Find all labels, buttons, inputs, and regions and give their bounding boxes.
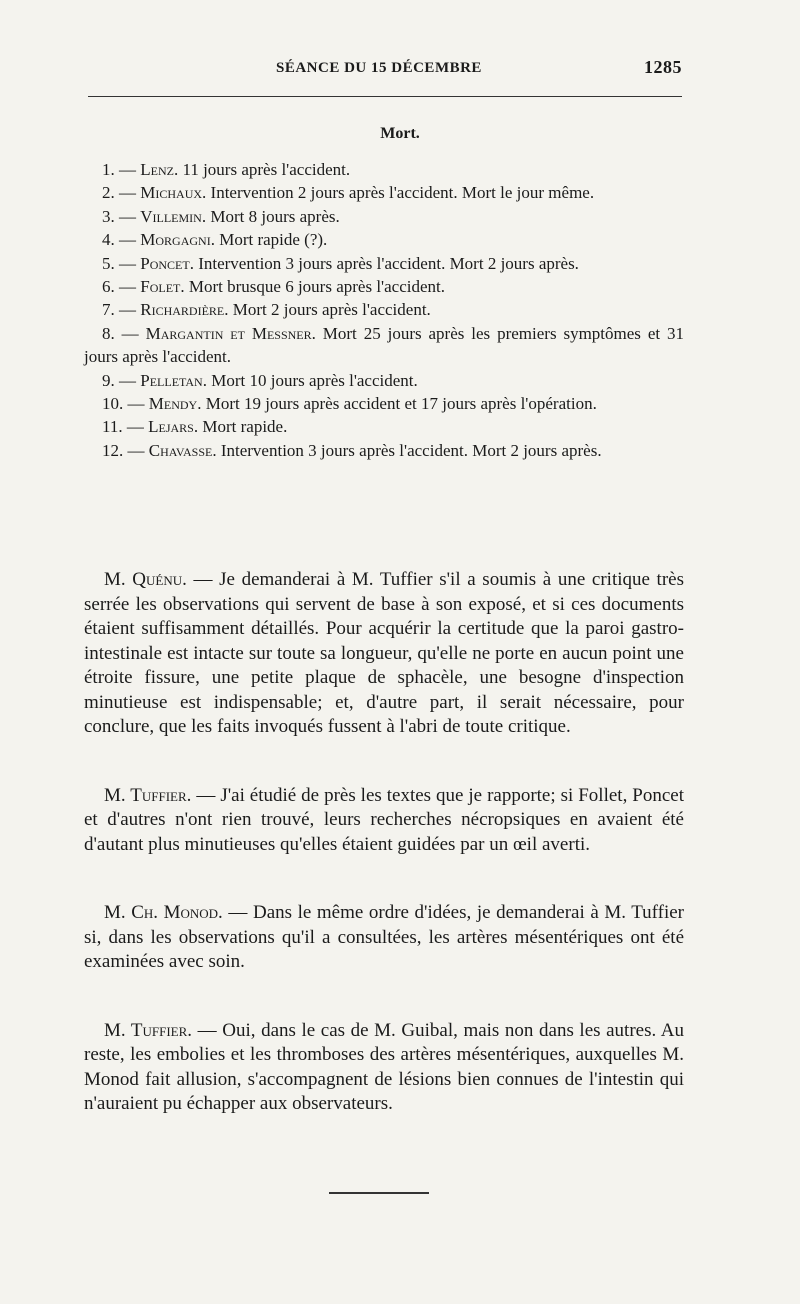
item-text: Mort 8 jours après. xyxy=(206,206,340,226)
item-number: 4. xyxy=(102,230,115,250)
list-item: 12. — Chavasse. Intervention 3 jours après l'accident. Mort 2 jours après. xyxy=(102,440,602,460)
item-text: Mort 19 jours après accident et 17 jours après l'opération. xyxy=(201,394,597,414)
author-name: Michaux. xyxy=(140,183,207,203)
author-name: Lenz. xyxy=(140,160,179,179)
discussion-paragraph xyxy=(84,784,684,858)
item-number: 8. xyxy=(102,323,115,343)
discussion-paragraph xyxy=(84,1019,684,1117)
paragraph-text: — J'ai étudié de près les textes que je rapporte; si Follet, Poncet et d'autres n'ont rien trouvé, leurs recherches nécropsiques en avaient été d'autant plus minutieuses qu'elles étaient guidées par un œil averti. xyxy=(84,784,684,855)
author-name: Mendy. xyxy=(148,394,202,414)
author-name: Richardière. xyxy=(140,300,229,320)
item-text: Mort 10 jours après l'accident. xyxy=(206,370,418,390)
list-item: 2. — Michaux. Intervention 2 jours après l'accident. Mort le jour même. xyxy=(102,183,595,203)
list-item: 5. — Poncet. Intervention 3 jours après l'accident. Mort 2 jours après. xyxy=(102,253,579,273)
item-text: Intervention 3 jours après l'accident. Mort 2 jours après. xyxy=(216,440,602,460)
item-text: Mort 25 jours après les premiers symptômes et 31 jours après l'accident. xyxy=(84,323,684,367)
item-text: Intervention 3 jours après l'accident. Mort 2 jours après. xyxy=(193,253,579,273)
deaths-list xyxy=(84,158,684,462)
list-item: 11. — Lejars. Mort rapide. xyxy=(102,417,288,437)
item-number: 9. xyxy=(102,370,115,390)
paragraph-text: — Oui, dans le cas de M. Guibal, mais non dans les autres. Au reste, les embolies et les thromboses des artères mésentériques, auxquelles M. Monod fait allusion, s'accompagnent de lésions bien connues de l'intestin qui n'auraient pu échapper aux observateurs. xyxy=(84,1019,684,1114)
header-rule xyxy=(88,96,682,97)
list-item: 6. — Folet. Mort brusque 6 jours après l'accident. xyxy=(102,277,445,297)
item-number: 10. xyxy=(102,394,124,414)
list-item: 9. — Pelletan. Mort 10 jours après l'accident. xyxy=(102,370,418,390)
paragraph-text: — Dans le même ordre d'idées, je demanderai à M. Tuffier si, dans les observations qu'il a consultées, les artères mésentériques ont été examinées avec soin. xyxy=(84,902,684,972)
list-item: 3. — Villemin. Mort 8 jours après. xyxy=(102,206,340,226)
paragraph-text: — Je demanderai à M. Tuffier s'il a soumis à une critique très serrée les observations qui servent de base à son exposé, et si ces documents étaient suffisamment détaillés. Pour acquérir la certitude que la paroi gastro-intestinale est intacte sur toute sa longueur, qu'elle ne porte en aucun point une étroite fissure, une petite plaque de sphacèle, une besogne d'inspection minutieuse est indispensable; et, d'autre part, il serait nécessaire, pour conclure, que les faits invoqués fussent à l'abri de toute critique. xyxy=(84,569,684,737)
item-number: 12. xyxy=(102,440,124,460)
running-title: SÉANCE DU 15 DÉCEMBRE xyxy=(276,60,482,76)
list-item: 10. — Mendy. Mort 19 jours après accident et 17 jours après l'opération. xyxy=(102,394,597,414)
item-text: Mort rapide. xyxy=(198,417,288,437)
discussion-paragraph xyxy=(84,901,684,975)
speaker-name: M. Tuffier. xyxy=(104,1019,193,1041)
author-name: Lejars. xyxy=(148,417,199,437)
list-item: 7. — Richardière. Mort 2 jours après l'accident. xyxy=(102,300,431,320)
speaker-name: M. Ch. Monod. xyxy=(104,902,223,923)
item-number: 2. xyxy=(102,183,115,203)
page-number: 1285 xyxy=(644,57,682,77)
item-text: Intervention 2 jours après l'accident. Mort le jour même. xyxy=(206,183,595,203)
discussion-paragraph xyxy=(84,568,684,740)
discussion xyxy=(84,568,684,1161)
end-rule xyxy=(329,1192,429,1194)
list-item: 8. — Margantin et Messner. Mort 25 jours après les premiers symptômes et 31 jours après l'accident. xyxy=(84,323,684,367)
list-item: 1. — Lenz. 11 jours après l'accident. xyxy=(102,160,351,179)
list-item: 4. — Morgagni. Mort rapide (?). xyxy=(102,230,328,250)
author-name: Folet. xyxy=(140,277,185,297)
item-text: Mort 2 jours après l'accident. xyxy=(228,300,431,320)
item-number: 5. xyxy=(102,253,115,273)
author-name: Margantin et Messner. xyxy=(145,323,316,343)
item-number: 3. xyxy=(102,206,115,226)
author-name: Villemin. xyxy=(140,206,207,226)
author-name: Morgagni. xyxy=(140,230,215,250)
item-text: 11 jours après l'accident. xyxy=(178,160,351,179)
item-number: 11. xyxy=(102,417,123,437)
section-title: Mort. xyxy=(380,125,420,142)
item-text: Mort brusque 6 jours après l'accident. xyxy=(184,277,445,297)
author-name: Poncet. xyxy=(140,253,194,273)
item-text: Mort rapide (?). xyxy=(214,230,328,250)
author-name: Pelletan. xyxy=(140,370,207,390)
speaker-name: M. Quénu. xyxy=(104,569,187,590)
item-number: 7. xyxy=(102,300,115,320)
item-number: 1. xyxy=(102,160,115,179)
item-number: 6. xyxy=(102,277,115,297)
speaker-name: M. Tuffier. xyxy=(104,784,192,806)
author-name: Chavasse. xyxy=(148,440,217,460)
